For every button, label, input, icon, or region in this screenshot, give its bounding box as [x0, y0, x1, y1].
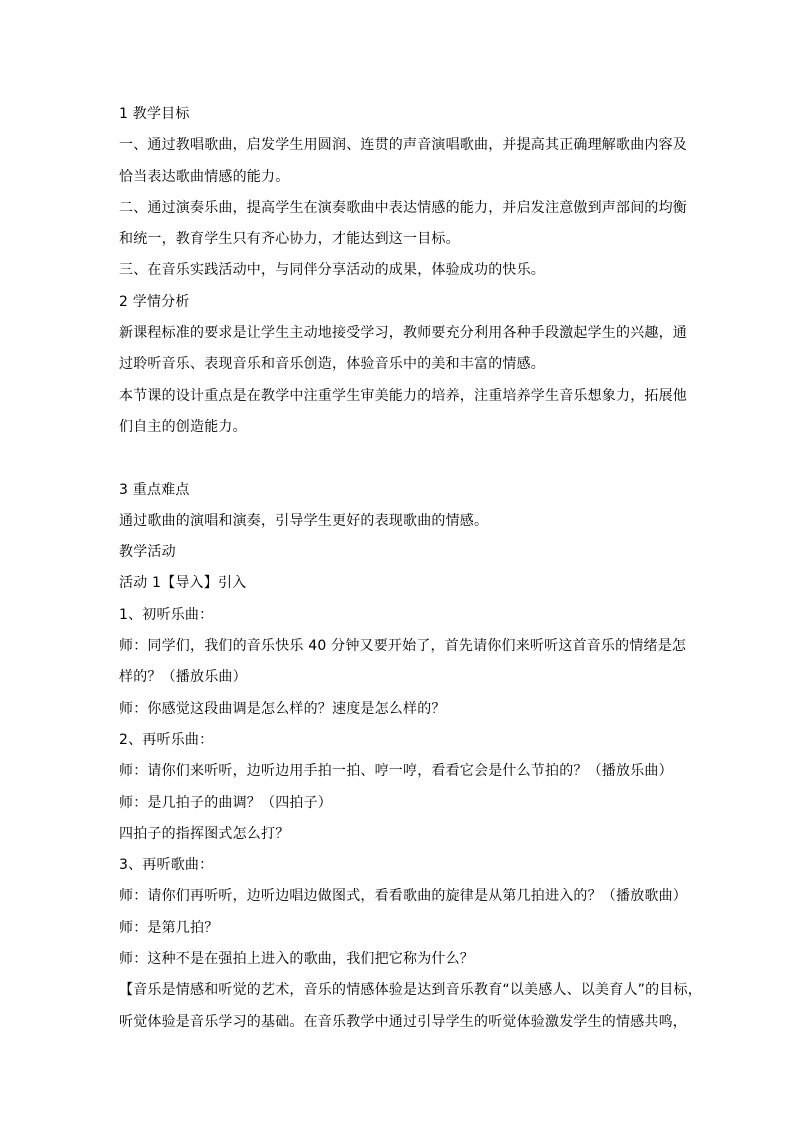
step-heading: 3、再听歌曲：: [119, 857, 214, 874]
paragraph-line: 听觉体验是音乐学习的基础。在音乐教学中通过引导学生的听觉体验激发学生的情感共鸣，: [119, 1013, 687, 1030]
paragraph-line: 师：请你们再听听，边听边唱边做图式，看看歌曲的旋律是从第几拍进入的？（播放歌曲）: [119, 888, 687, 905]
paragraph-line: 师：同学们，我们的音乐快乐 40 分钟又要开始了，首先请你们来听听这首音乐的情绪是怎: [119, 638, 687, 655]
paragraph-line: 过聆听音乐、表现音乐和音乐创造，体验音乐中的美和丰富的情感。: [119, 356, 545, 373]
paragraph-line: 师：是几拍子的曲调？（四拍子）: [119, 794, 332, 811]
paragraph-line: 师：你感觉这段曲调是怎么样的？速度是怎么样的？: [119, 700, 446, 717]
section-heading-student-analysis: 2 学情分析: [119, 293, 190, 310]
paragraph-line: 三、在音乐实践活动中，与同伴分享活动的成果，体验成功的快乐。: [119, 262, 545, 279]
section-heading-key-points: 3 重点难点: [119, 481, 190, 498]
paragraph-line: 二、通过演奏乐曲，提高学生在演奏歌曲中表达情感的能力，并启发注意傲到声部间的均衡: [119, 199, 687, 216]
paragraph-line: 四拍子的指挥图式怎么打？: [119, 825, 290, 842]
paragraph-line: 们自主的创造能力。: [119, 418, 247, 435]
step-heading: 2、再听乐曲：: [119, 731, 214, 748]
paragraph-line: 一、通过教唱歌曲，启发学生用圆润、连贯的声音演唱歌曲，并提高其正确理解歌曲内容及: [119, 137, 687, 154]
blank-line: [119, 443, 681, 474]
paragraph-line: 新课程标准的要求是让学生主动地接受学习，教师要充分利用各种手段激起学生的兴趣，通: [119, 325, 687, 342]
section-heading-teaching-goals: 1 教学目标: [119, 106, 190, 122]
document-body: [119, 99, 702, 1038]
paragraph-line: 本节课的设计重点是在教学中注重学生审美能力的培养，注重培养学生音乐想象力，拓展他: [119, 387, 687, 404]
paragraph-line: 恰当表达歌曲情感的能力。: [119, 168, 290, 185]
activity-heading: 活动 1【导入】引入: [119, 575, 247, 592]
paragraph-line: 师：请你们来听听，边听边用手拍一拍、哼一哼，看看它会是什么节拍的？（播放乐曲）: [119, 763, 673, 780]
step-heading: 1、初听乐曲：: [119, 606, 214, 623]
section-heading-activities: 教学活动: [119, 544, 176, 561]
paragraph-line: 师：这种不是在强拍上进入的歌曲，我们把它称为什么？: [119, 951, 474, 968]
paragraph-line: 样的？（播放乐曲）: [119, 669, 247, 686]
paragraph-line: 和统一，教育学生只有齐心协力，才能达到这一目标。: [119, 231, 460, 248]
paragraph-line: 通过歌曲的演唱和演奏，引导学生更好的表现歌曲的情感。: [119, 512, 489, 529]
paragraph-line: 师：是第几拍？: [119, 919, 219, 936]
paragraph-line: 【音乐是情感和听觉的艺术，音乐的情感体验是达到音乐教育“以美感人、以美育人”的目标，: [119, 982, 702, 999]
